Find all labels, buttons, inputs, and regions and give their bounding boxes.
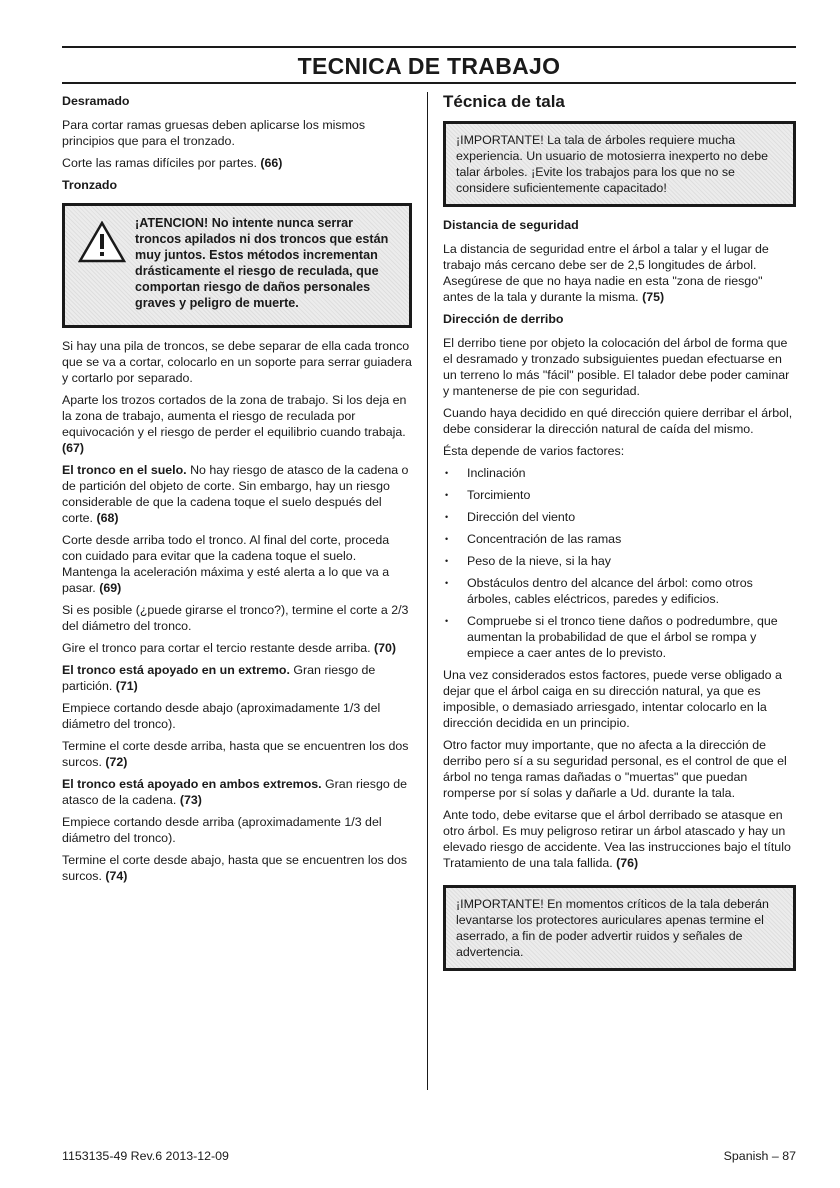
- important-box-1: [443, 121, 796, 207]
- list-item: • Torcimiento: [443, 487, 796, 503]
- distancia-heading: Distancia de seguridad: [443, 218, 579, 232]
- figure-ref: (70): [374, 641, 397, 655]
- list-item: • Peso de la nieve, si la hay: [443, 553, 796, 569]
- left-paragraph-6: Gire el tronco para cortar el tercio restante desde arriba. (70): [62, 641, 397, 655]
- attention-warning-text: ¡ATENCION! No intente nunca serrar troncos apilados ni dos troncos que están muy juntos. Estos métodos incrementan drásticamente el riesgo de reculada, que comportan riesgo de daños personales graves y peligro de muerte.: [135, 216, 389, 310]
- direccion-paragraph-1: El derribo tiene por objeto la colocación del árbol de forma que el desramado y tronzado subsiguientes puedan efectuarse en un terreno lo más "fácil" posible. El talador debe poder caminar y mantenerse de pie con seguridad.: [443, 336, 790, 398]
- direccion-paragraph-3: Ésta depende de varios factores:: [443, 444, 625, 458]
- important-text-2: ¡IMPORTANTE! En momentos críticos de la tala deberán levantarse los protectores auriculares apenas termine el aserrado, a fin de poder advertir ruidos y señales de advertencia.: [456, 897, 769, 959]
- list-item: • Dirección del viento: [443, 509, 796, 525]
- list-item: • Inclinación: [443, 465, 796, 481]
- right-paragraph-4: Una vez considerados estos factores, puede verse obligado a dejar que el árbol caiga en su dirección natural, ya que es imposible, o demasiado arriesgado, intentar colocarlo en la dirección decidida en un principio.: [443, 668, 782, 730]
- distancia-paragraph: La distancia de seguridad entre el árbol a talar y el lugar de trabajo más cercano debe ser de 2,5 longitudes de árbol. Asegúrese de que no haya nadie en esta "zona de riesgo" antes de la tala y durante la misma. (75): [443, 242, 769, 304]
- left-paragraph-8: Empiece cortando desde abajo (aproximadamente 1/3 del diámetro del tronco).: [62, 701, 381, 731]
- right-paragraph-6: Ante todo, debe evitarse que el árbol derribado se atasque en otro árbol. Es muy peligroso retirar un árbol atascado y hay un elevado riesgo de accidente. Vea las instrucciones bajo el título Tratamiento de una tala fallida. (76): [443, 808, 791, 870]
- left-paragraph-12: Termine el corte desde abajo, hasta que se encuentren los dos surcos. (74): [62, 853, 408, 883]
- figure-ref: (74): [105, 869, 128, 883]
- title-rule: [62, 82, 796, 84]
- figure-ref: (72): [105, 755, 128, 769]
- desramado-paragraph-2: Corte las ramas difíciles por partes. (66): [62, 156, 283, 170]
- left-paragraph-11: Empiece cortando desde arriba (aproximadamente 1/3 del diámetro del tronco).: [62, 815, 382, 845]
- left-paragraph-1: Si hay una pila de troncos, se debe separar de ella cada tronco que se va a cortar, colocarlo en un soporte para serrar guiadera y cortarlo por separado.: [62, 339, 412, 385]
- attention-warning-box: [62, 203, 412, 328]
- important-box-2: [443, 885, 796, 971]
- figure-ref: (68): [96, 511, 119, 525]
- list-item: • Concentración de las ramas: [443, 531, 796, 547]
- figure-ref: (69): [99, 581, 122, 595]
- left-paragraph-10: El tronco está apoyado en ambos extremos. Gran riesgo de atasco de la cadena. (73): [62, 777, 407, 807]
- warning-triangle-icon: [78, 221, 126, 263]
- list-item: • Compruebe si el tronco tiene daños o podredumbre, que aumentan la probabilidad de que el árbol se rompa y empiece a caer antes de lo previsto.: [443, 613, 796, 661]
- figure-ref: (75): [642, 290, 665, 304]
- right-column: [443, 92, 796, 981]
- important-text-1: ¡IMPORTANTE! La tala de árboles requiere mucha experiencia. Un usuario de motosierra inexperto no debe talar árboles. ¡Evite los trabajos para los que no se considere suficientemente capacitado!: [456, 133, 769, 195]
- figure-ref: (71): [115, 679, 138, 693]
- figure-ref: (76): [616, 856, 639, 870]
- figure-ref: (67): [62, 441, 85, 455]
- left-paragraph-3: El tronco en el suelo. No hay riesgo de atasco de la cadena o de partición del objeto de corte. Sin embargo, hay un riesgo considerable de que la cadena toque el suelo después del corte. (68): [62, 463, 409, 525]
- page-title: TECNICA DE TRABAJO: [297, 53, 561, 79]
- left-paragraph-5: Si es posible (¿puede girarse el tronco?), termine el corte a 2/3 del diámetro del tronco.: [62, 603, 409, 633]
- document-id: 1153135-49 Rev.6 2013-12-09: [62, 1149, 229, 1163]
- list-item: • Obstáculos dentro del alcance del árbol: como otros árboles, cables eléctricos, paredes y edificios.: [443, 575, 796, 607]
- right-paragraph-5: Otro factor muy importante, que no afecta a la dirección de derribo pero sí a su seguridad personal, es el control de que el árbol no tenga ramas dañadas o "muertas" que puedan romperse por sí solas y dañarle a Ud. durante la tala.: [443, 738, 787, 800]
- factors-list: [443, 465, 796, 661]
- top-rule: [62, 46, 796, 48]
- left-paragraph-4: Corte desde arriba todo el tronco. Al final del corte, proceda con cuidado para evitar que la cadena toque el suelo. Mantenga la aceleración máxima y esté alerta a lo que va a pasar. (69): [62, 533, 390, 595]
- figure-ref: (73): [179, 793, 202, 807]
- left-column: [62, 93, 412, 890]
- figure-ref: (66): [260, 156, 283, 170]
- tecnica-de-tala-heading: Técnica de tala: [443, 92, 565, 111]
- page-number: Spanish – 87: [723, 1149, 796, 1163]
- left-paragraph-9: Termine el corte desde arriba, hasta que se encuentren los dos surcos. (72): [62, 739, 409, 769]
- left-paragraph-2: Aparte los trozos cortados de la zona de trabajo. Si los deja en la zona de trabajo, aumenta el riesgo de reculada por equivocación y el riesgo de perder el equilibrio cuando trabaja. (67): [62, 393, 407, 455]
- desramado-paragraph-1: Para cortar ramas gruesas deben aplicarse los mismos principios que para el tronzado.: [62, 118, 366, 148]
- direccion-heading: Dirección de derribo: [443, 312, 564, 326]
- left-paragraph-7: El tronco está apoyado en un extremo. Gran riesgo de partición. (71): [62, 663, 376, 693]
- desramado-heading: Desramado: [62, 94, 130, 108]
- column-divider: [427, 92, 428, 1090]
- direccion-paragraph-2: Cuando haya decidido en qué dirección quiere derribar el árbol, debe considerar la dirección natural de caída del mismo.: [443, 406, 793, 436]
- tronzado-heading: Tronzado: [62, 178, 118, 192]
